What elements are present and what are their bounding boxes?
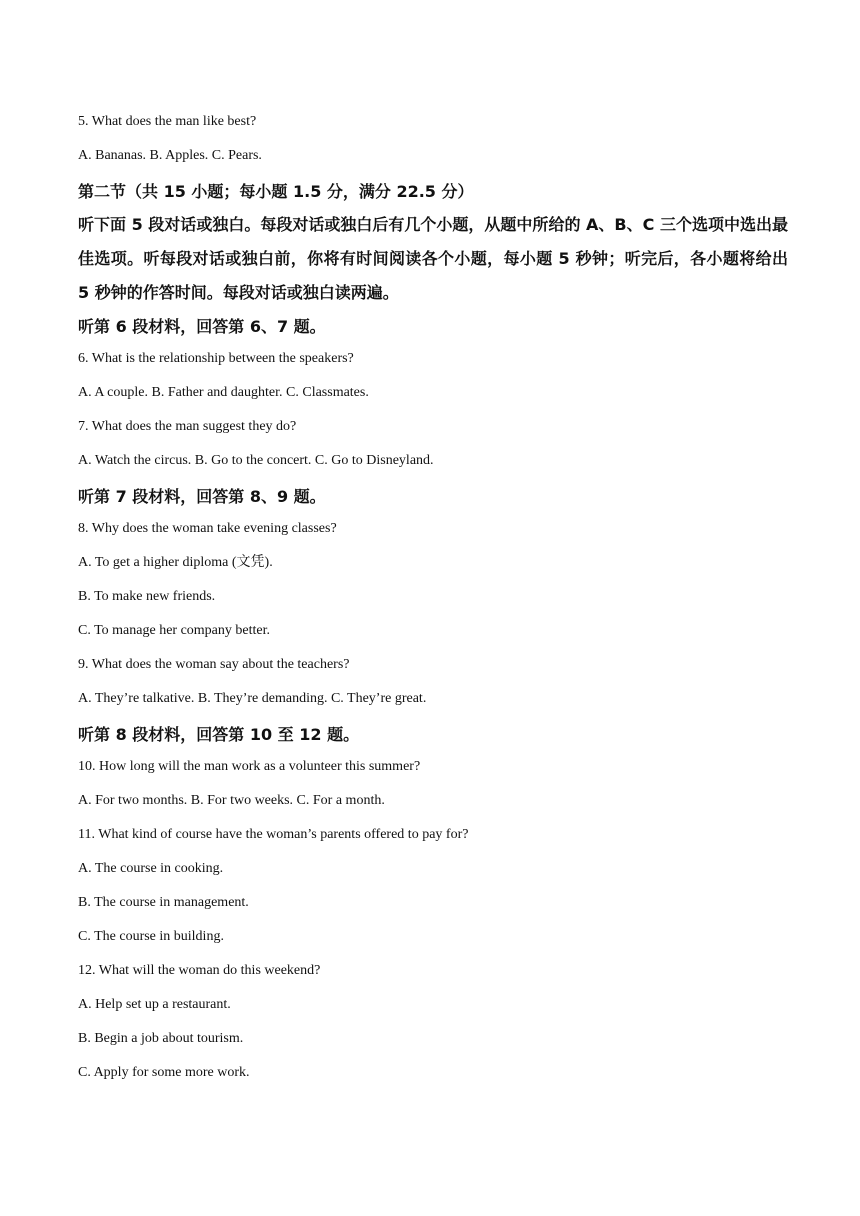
material-6-heading: 听第 6 段材料，回答第 6、7 题。 <box>78 317 326 336</box>
material-7-heading: 听第 7 段材料，回答第 8、9 题。 <box>78 487 326 506</box>
material-8-heading: 听第 8 段材料，回答第 10 至 12 题。 <box>78 725 360 744</box>
question-9-options: A. They’re talkative. B. They’re demanding. C. They’re great. <box>78 691 427 706</box>
question-7-options: A. Watch the circus. B. Go to the concert. C. Go to Disneyland. <box>78 453 434 468</box>
question-6-options: A. A couple. B. Father and daughter. C. Classmates. <box>78 385 369 400</box>
question-10-options: A. For two months. B. For two weeks. C. For a month. <box>78 793 385 808</box>
question-8: 8. Why does the woman take evening classes? <box>78 521 337 536</box>
question-5: 5. What does the man like best? <box>78 114 257 129</box>
section-instructions: 听下面 5 段对话或独白。每段对话或独白后有几个小题，从题中所给的 A、B、C 三个选项中选出最佳选项。听每段对话或独白前，你将有时间阅读各个小题，每小题 5 秒钟；听完后，各小题将给出 5 秒钟的作答时间。每段对话或独白读两遍。 <box>78 215 788 302</box>
question-8-option-b: B. To make new friends. <box>78 589 216 604</box>
question-11: 11. What kind of course have the woman’s parents offered to pay for? <box>78 827 469 842</box>
question-11-option-a: A. The course in cooking. <box>78 861 224 876</box>
question-12-option-c: C. Apply for some more work. <box>78 1065 250 1080</box>
question-12: 12. What will the woman do this weekend? <box>78 963 321 978</box>
question-11-option-b: B. The course in management. <box>78 895 249 910</box>
question-8-option-a: A. To get a higher diploma (文凭). <box>78 555 273 570</box>
question-6: 6. What is the relationship between the speakers? <box>78 351 354 366</box>
section-heading: 第二节（共 15 小题；每小题 1.5 分，满分 22.5 分） <box>78 182 474 201</box>
question-11-option-c: C. The course in building. <box>78 929 224 944</box>
question-9: 9. What does the woman say about the teachers? <box>78 657 350 672</box>
question-8-option-c: C. To manage her company better. <box>78 623 270 638</box>
question-12-option-a: A. Help set up a restaurant. <box>78 997 231 1012</box>
question-10: 10. How long will the man work as a volunteer this summer? <box>78 759 421 774</box>
question-12-option-b: B. Begin a job about tourism. <box>78 1031 244 1046</box>
document-content <box>78 112 788 1097</box>
question-7: 7. What does the man suggest they do? <box>78 419 297 434</box>
question-5-options: A. Bananas. B. Apples. C. Pears. <box>78 148 262 163</box>
